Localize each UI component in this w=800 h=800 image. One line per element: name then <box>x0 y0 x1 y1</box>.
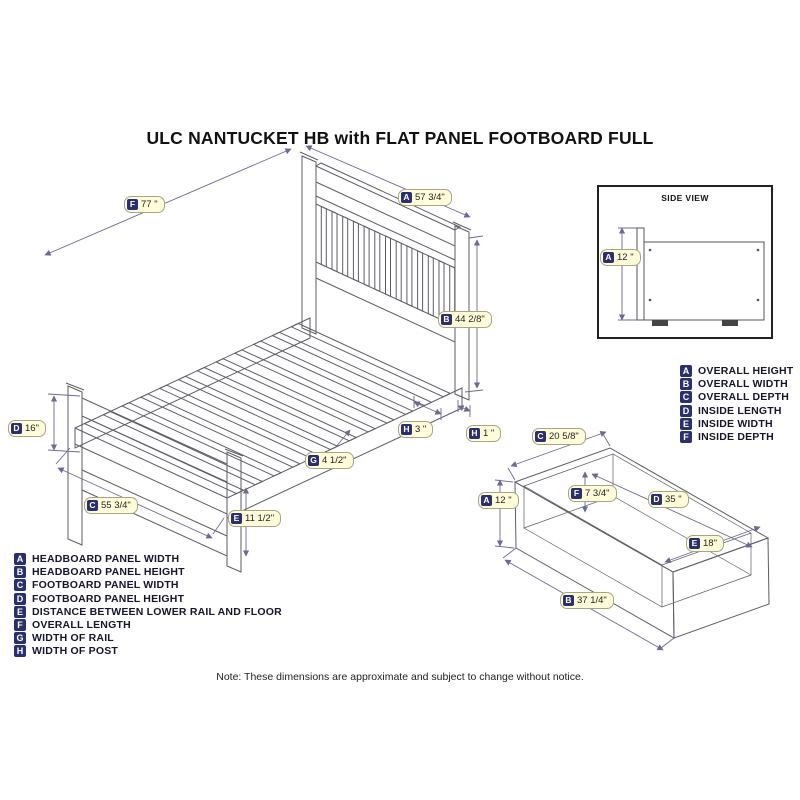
dim-label-drawer-c-overall-depth <box>532 428 586 445</box>
legend-item-e <box>680 419 793 429</box>
bed-legend <box>14 554 282 656</box>
legend-label: FOOTBOARD PANEL HEIGHT <box>32 592 185 605</box>
dim-letter-badge: H <box>401 424 412 435</box>
dim-value: 18" <box>703 538 717 549</box>
dim-label-bed-g-rail-width <box>305 452 354 469</box>
legend-letter-badge: D <box>680 405 692 417</box>
dim-value: 12 " <box>617 252 634 263</box>
dim-letter-badge: C <box>87 500 98 511</box>
dim-value: 16" <box>25 423 39 434</box>
legend-letter-badge: C <box>14 579 26 591</box>
dim-letter-badge: B <box>563 595 574 606</box>
dim-label-bed-c-footboard-width <box>84 497 138 514</box>
legend-letter-badge: E <box>14 606 26 618</box>
dim-letter-badge: H <box>469 428 480 439</box>
legend-item-c <box>14 580 282 590</box>
legend-letter-badge: B <box>14 566 26 578</box>
dim-letter-badge: D <box>11 423 22 434</box>
dim-letter-badge: F <box>127 199 138 210</box>
drawer-legend <box>680 366 793 442</box>
dim-label-bed-b-headboard-height <box>438 311 492 328</box>
legend-item-d <box>14 594 282 604</box>
legend-item-a <box>680 366 793 376</box>
legend-letter-badge: H <box>14 645 26 657</box>
dim-value: 1 " <box>483 428 495 439</box>
dim-value: 20 5/8" <box>549 431 579 442</box>
legend-label: OVERALL LENGTH <box>32 618 131 631</box>
legend-item-b <box>14 567 282 577</box>
dim-value: 44 2/8" <box>455 314 485 325</box>
dim-label-drawer-e-inside-width <box>686 535 724 552</box>
dim-label-bed-h-post-width <box>398 421 433 438</box>
legend-letter-badge: E <box>680 418 692 430</box>
legend-label: HEADBOARD PANEL HEIGHT <box>32 566 185 579</box>
dim-letter-badge: G <box>308 455 319 466</box>
legend-label: WIDTH OF POST <box>32 645 119 658</box>
page-title: ULC NANTUCKET HB with FLAT PANEL FOOTBOARD FULL <box>146 128 654 148</box>
dim-value: 35 " <box>665 494 682 505</box>
legend-label: WIDTH OF RAIL <box>32 632 114 645</box>
dim-label-bed-h-post-width-2 <box>466 425 501 442</box>
legend-letter-badge: D <box>14 593 26 605</box>
footer-note: Note: These dimensions are approximate and subject to change without notice. <box>216 671 584 683</box>
dim-label-bed-e-rail-to-floor <box>228 510 281 527</box>
dim-label-bed-d-footboard-height <box>8 420 46 437</box>
legend-item-f <box>14 620 282 630</box>
legend-label: FOOTBOARD PANEL WIDTH <box>32 579 179 592</box>
dim-value: 4 1/2" <box>322 455 347 466</box>
dim-letter-badge: C <box>535 431 546 442</box>
dim-label-drawer-a-overall-height <box>478 492 519 509</box>
legend-label: HEADBOARD PANEL WIDTH <box>32 553 180 565</box>
dim-value: 57 3/4" <box>415 192 445 203</box>
dim-value: 3 " <box>415 424 427 435</box>
legend-item-e <box>14 607 282 617</box>
legend-letter-badge: F <box>14 619 26 631</box>
dim-label-bed-f-overall-length <box>124 196 165 213</box>
drawer-isometric-drawing <box>515 448 769 638</box>
dim-value: 37 1/4" <box>577 595 607 606</box>
legend-letter-badge: A <box>14 553 26 565</box>
dim-letter-badge: B <box>441 314 452 325</box>
legend-label: OVERALL DEPTH <box>698 391 790 404</box>
dim-letter-badge: E <box>689 538 700 549</box>
legend-letter-badge: G <box>14 632 26 644</box>
dim-value: 7 3/4" <box>585 488 610 499</box>
legend-item-h <box>14 646 282 656</box>
legend-label: INSIDE WIDTH <box>698 417 773 430</box>
dim-letter-badge: A <box>603 252 614 263</box>
legend-letter-badge: F <box>680 431 692 443</box>
dim-label-drawer-d-inside-length <box>648 491 689 508</box>
dim-label-sideview-a-height <box>600 249 641 266</box>
dim-value: 77 " <box>141 199 158 210</box>
legend-letter-badge: B <box>680 378 692 390</box>
dim-label-bed-a-headboard-width <box>398 189 452 206</box>
legend-label: INSIDE DEPTH <box>698 430 774 443</box>
dim-label-drawer-f-inside-depth <box>568 485 617 502</box>
legend-item-d <box>680 406 793 416</box>
legend-letter-badge: A <box>680 365 692 377</box>
dim-value: 11 1/2" <box>245 513 275 524</box>
legend-letter-badge: C <box>680 391 692 403</box>
legend-item-g <box>14 633 282 643</box>
side-view-title: SIDE VIEW <box>661 193 709 203</box>
dim-letter-badge: D <box>651 494 662 505</box>
dim-letter-badge: A <box>401 192 412 203</box>
dim-letter-badge: F <box>571 488 582 499</box>
dim-value: 55 3/4" <box>101 500 131 511</box>
legend-label: DISTANCE BETWEEN LOWER RAIL AND FLOOR <box>32 605 282 618</box>
legend-label: OVERALL HEIGHT <box>698 365 794 377</box>
legend-item-a <box>14 554 282 564</box>
legend-label: INSIDE LENGTH <box>698 404 782 417</box>
legend-label: OVERALL WIDTH <box>698 378 788 391</box>
legend-item-f <box>680 432 793 442</box>
dim-value: 12 " <box>495 495 512 506</box>
dim-label-drawer-b-overall-width <box>560 592 614 609</box>
dim-letter-badge: A <box>481 495 492 506</box>
legend-item-c <box>680 392 793 402</box>
legend-item-b <box>680 379 793 389</box>
dim-letter-badge: E <box>231 513 242 524</box>
